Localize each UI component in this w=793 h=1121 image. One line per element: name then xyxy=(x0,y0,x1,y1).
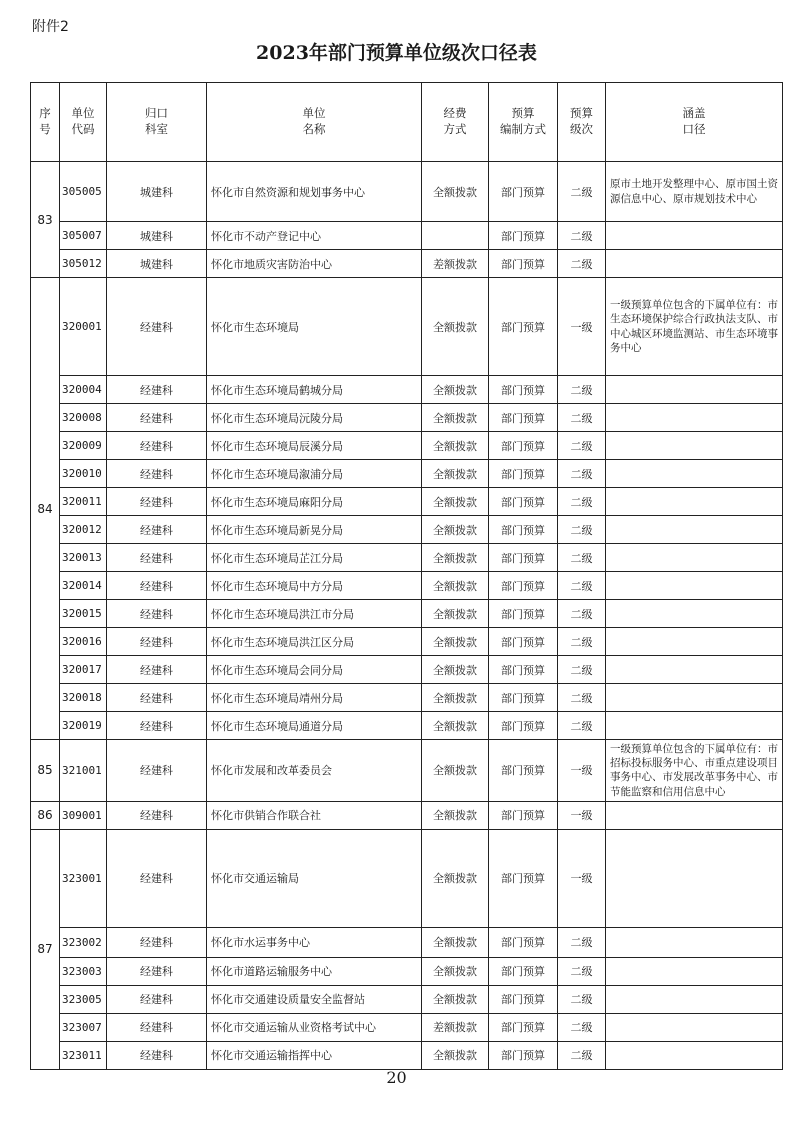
header-dept: 归口 科室 xyxy=(107,83,207,162)
attachment-label: 附件2 xyxy=(32,19,69,35)
code-cell: 305012 xyxy=(60,250,107,278)
method-cell: 部门预算 xyxy=(489,656,558,684)
code-cell: 320001 xyxy=(60,278,107,376)
scope-cell xyxy=(606,801,783,829)
table-row xyxy=(31,1041,783,1069)
method-cell: 部门预算 xyxy=(489,1013,558,1041)
table-row xyxy=(31,600,783,628)
scope-cell xyxy=(606,656,783,684)
scope-cell xyxy=(606,1041,783,1069)
code-cell: 320012 xyxy=(60,516,107,544)
method-cell: 部门预算 xyxy=(489,488,558,516)
table-row xyxy=(31,656,783,684)
scope-cell xyxy=(606,927,783,957)
level-cell: 二级 xyxy=(558,712,606,740)
dept-cell: 经建科 xyxy=(107,404,207,432)
funding-cell: 全额拨款 xyxy=(422,572,489,600)
table-row xyxy=(31,985,783,1013)
level-cell: 二级 xyxy=(558,1041,606,1069)
unit-name-cell: 怀化市交通建设质量安全监督站 xyxy=(207,985,422,1013)
header-seq: 序号 xyxy=(31,83,60,162)
level-cell: 二级 xyxy=(558,927,606,957)
funding-cell: 全额拨款 xyxy=(422,460,489,488)
dept-cell: 城建科 xyxy=(107,162,207,222)
unit-name-cell: 怀化市生态环境局洪江区分局 xyxy=(207,628,422,656)
level-cell: 二级 xyxy=(558,985,606,1013)
header-level: 预算 级次 xyxy=(558,83,606,162)
method-cell: 部门预算 xyxy=(489,1041,558,1069)
dept-cell: 经建科 xyxy=(107,927,207,957)
funding-cell: 全额拨款 xyxy=(422,404,489,432)
table-row xyxy=(31,740,783,802)
code-cell: 323003 xyxy=(60,957,107,985)
dept-cell: 经建科 xyxy=(107,985,207,1013)
scope-cell xyxy=(606,404,783,432)
scope-cell xyxy=(606,544,783,572)
unit-name-cell: 怀化市生态环境局会同分局 xyxy=(207,656,422,684)
unit-name-cell: 怀化市生态环境局麻阳分局 xyxy=(207,488,422,516)
unit-name-cell: 怀化市地质灾害防治中心 xyxy=(207,250,422,278)
code-cell: 305005 xyxy=(60,162,107,222)
dept-cell: 经建科 xyxy=(107,740,207,802)
funding-cell: 差额拨款 xyxy=(422,250,489,278)
scope-cell xyxy=(606,829,783,927)
code-cell: 320008 xyxy=(60,404,107,432)
page-number: 20 xyxy=(386,1068,407,1087)
scope-cell xyxy=(606,684,783,712)
funding-cell: 全额拨款 xyxy=(422,801,489,829)
level-cell: 二级 xyxy=(558,460,606,488)
funding-cell: 全额拨款 xyxy=(422,684,489,712)
method-cell: 部门预算 xyxy=(489,162,558,222)
table-row xyxy=(31,927,783,957)
method-cell: 部门预算 xyxy=(489,801,558,829)
code-cell: 320013 xyxy=(60,544,107,572)
funding-cell: 全额拨款 xyxy=(422,712,489,740)
level-cell: 二级 xyxy=(558,1013,606,1041)
scope-cell xyxy=(606,460,783,488)
unit-name-cell: 怀化市水运事务中心 xyxy=(207,927,422,957)
level-cell: 二级 xyxy=(558,162,606,222)
code-cell: 320014 xyxy=(60,572,107,600)
dept-cell: 经建科 xyxy=(107,1013,207,1041)
funding-cell: 全额拨款 xyxy=(422,600,489,628)
dept-cell: 经建科 xyxy=(107,957,207,985)
scope-cell xyxy=(606,222,783,250)
dept-cell: 经建科 xyxy=(107,656,207,684)
level-cell: 二级 xyxy=(558,544,606,572)
code-cell: 323002 xyxy=(60,927,107,957)
level-cell: 二级 xyxy=(558,684,606,712)
dept-cell: 经建科 xyxy=(107,628,207,656)
level-cell: 二级 xyxy=(558,656,606,684)
table-row xyxy=(31,222,783,250)
funding-cell: 全额拨款 xyxy=(422,278,489,376)
level-cell: 二级 xyxy=(558,488,606,516)
header-code: 单位 代码 xyxy=(60,83,107,162)
table-row xyxy=(31,278,783,376)
header-name: 单位 名称 xyxy=(207,83,422,162)
table-row xyxy=(31,829,783,927)
scope-cell xyxy=(606,376,783,404)
scope-cell xyxy=(606,957,783,985)
dept-cell: 经建科 xyxy=(107,600,207,628)
unit-name-cell: 怀化市发展和改革委员会 xyxy=(207,740,422,802)
table-header-row xyxy=(31,83,783,162)
header-scope: 涵盖 口径 xyxy=(606,83,783,162)
code-cell: 323001 xyxy=(60,829,107,927)
table-row xyxy=(31,1013,783,1041)
dept-cell: 经建科 xyxy=(107,376,207,404)
scope-cell xyxy=(606,250,783,278)
unit-name-cell: 怀化市生态环境局溆浦分局 xyxy=(207,460,422,488)
unit-name-cell: 怀化市交通运输从业资格考试中心 xyxy=(207,1013,422,1041)
level-cell: 二级 xyxy=(558,957,606,985)
table-row xyxy=(31,684,783,712)
dept-cell: 经建科 xyxy=(107,544,207,572)
funding-cell: 全额拨款 xyxy=(422,829,489,927)
dept-cell: 经建科 xyxy=(107,488,207,516)
table-row xyxy=(31,460,783,488)
table-row xyxy=(31,628,783,656)
level-cell: 二级 xyxy=(558,250,606,278)
unit-name-cell: 怀化市生态环境局沅陵分局 xyxy=(207,404,422,432)
funding-cell: 全额拨款 xyxy=(422,162,489,222)
code-cell: 309001 xyxy=(60,801,107,829)
funding-cell: 全额拨款 xyxy=(422,957,489,985)
dept-cell: 城建科 xyxy=(107,222,207,250)
level-cell: 二级 xyxy=(558,628,606,656)
code-cell: 321001 xyxy=(60,740,107,802)
dept-cell: 经建科 xyxy=(107,1041,207,1069)
method-cell: 部门预算 xyxy=(489,957,558,985)
header-method: 预算 编制方式 xyxy=(489,83,558,162)
unit-name-cell: 怀化市生态环境局新晃分局 xyxy=(207,516,422,544)
unit-name-cell: 怀化市自然资源和规划事务中心 xyxy=(207,162,422,222)
level-cell: 一级 xyxy=(558,740,606,802)
funding-cell: 全额拨款 xyxy=(422,656,489,684)
scope-cell xyxy=(606,432,783,460)
table-row xyxy=(31,516,783,544)
dept-cell: 经建科 xyxy=(107,460,207,488)
method-cell: 部门预算 xyxy=(489,985,558,1013)
method-cell: 部门预算 xyxy=(489,432,558,460)
method-cell: 部门预算 xyxy=(489,404,558,432)
budget-level-table xyxy=(30,82,783,1070)
method-cell: 部门预算 xyxy=(489,250,558,278)
scope-cell xyxy=(606,516,783,544)
method-cell: 部门预算 xyxy=(489,628,558,656)
scope-cell xyxy=(606,488,783,516)
method-cell: 部门预算 xyxy=(489,712,558,740)
table-row xyxy=(31,250,783,278)
seq-cell: 87 xyxy=(31,829,60,1069)
method-cell: 部门预算 xyxy=(489,684,558,712)
table-row xyxy=(31,432,783,460)
scope-cell: 一级预算单位包含的下属单位有：市生态环境保护综合行政执法支队、市中心城区环境监测站、市生态环境事务中心 xyxy=(606,278,783,376)
method-cell: 部门预算 xyxy=(489,222,558,250)
code-cell: 320011 xyxy=(60,488,107,516)
seq-cell: 86 xyxy=(31,801,60,829)
dept-cell: 经建科 xyxy=(107,278,207,376)
funding-cell: 全额拨款 xyxy=(422,927,489,957)
funding-cell: 全额拨款 xyxy=(422,628,489,656)
scope-cell xyxy=(606,1013,783,1041)
level-cell: 一级 xyxy=(558,278,606,376)
seq-cell: 84 xyxy=(31,278,60,740)
dept-cell: 经建科 xyxy=(107,516,207,544)
level-cell: 二级 xyxy=(558,516,606,544)
dept-cell: 经建科 xyxy=(107,712,207,740)
unit-name-cell: 怀化市生态环境局鹤城分局 xyxy=(207,376,422,404)
funding-cell: 全额拨款 xyxy=(422,488,489,516)
scope-cell xyxy=(606,985,783,1013)
code-cell: 320019 xyxy=(60,712,107,740)
code-cell: 323007 xyxy=(60,1013,107,1041)
seq-cell: 85 xyxy=(31,740,60,802)
unit-name-cell: 怀化市供销合作联合社 xyxy=(207,801,422,829)
header-funding: 经费 方式 xyxy=(422,83,489,162)
code-cell: 320010 xyxy=(60,460,107,488)
scope-cell: 一级预算单位包含的下属单位有：市招标投标服务中心、市重点建设项目事务中心、市发展改革事务中心、市节能监察和信用信息中心 xyxy=(606,740,783,802)
unit-name-cell: 怀化市道路运输服务中心 xyxy=(207,957,422,985)
funding-cell: 差额拨款 xyxy=(422,1013,489,1041)
level-cell: 二级 xyxy=(558,600,606,628)
table-row xyxy=(31,376,783,404)
table-row xyxy=(31,801,783,829)
method-cell: 部门预算 xyxy=(489,460,558,488)
method-cell: 部门预算 xyxy=(489,927,558,957)
dept-cell: 城建科 xyxy=(107,250,207,278)
funding-cell: 全额拨款 xyxy=(422,985,489,1013)
method-cell: 部门预算 xyxy=(489,544,558,572)
code-cell: 320015 xyxy=(60,600,107,628)
table-row xyxy=(31,488,783,516)
dept-cell: 经建科 xyxy=(107,432,207,460)
level-cell: 二级 xyxy=(558,404,606,432)
dept-cell: 经建科 xyxy=(107,572,207,600)
unit-name-cell: 怀化市生态环境局洪江市分局 xyxy=(207,600,422,628)
table-row xyxy=(31,572,783,600)
unit-name-cell: 怀化市交通运输局 xyxy=(207,829,422,927)
code-cell: 323005 xyxy=(60,985,107,1013)
method-cell: 部门预算 xyxy=(489,829,558,927)
level-cell: 二级 xyxy=(558,432,606,460)
scope-cell: 原市土地开发整理中心、原市国土资源信息中心、原市规划技术中心 xyxy=(606,162,783,222)
method-cell: 部门预算 xyxy=(489,600,558,628)
table-row xyxy=(31,957,783,985)
dept-cell: 经建科 xyxy=(107,684,207,712)
scope-cell xyxy=(606,572,783,600)
scope-cell xyxy=(606,628,783,656)
level-cell: 一级 xyxy=(558,801,606,829)
code-cell: 320018 xyxy=(60,684,107,712)
funding-cell: 全额拨款 xyxy=(422,1041,489,1069)
funding-cell: 全额拨款 xyxy=(422,432,489,460)
method-cell: 部门预算 xyxy=(489,376,558,404)
document-title: 2023年部门预算单位级次口径表 xyxy=(256,42,537,64)
dept-cell: 经建科 xyxy=(107,829,207,927)
funding-cell: 全额拨款 xyxy=(422,516,489,544)
seq-cell: 83 xyxy=(31,162,60,278)
unit-name-cell: 怀化市生态环境局辰溪分局 xyxy=(207,432,422,460)
level-cell: 二级 xyxy=(558,222,606,250)
code-cell: 320017 xyxy=(60,656,107,684)
level-cell: 一级 xyxy=(558,829,606,927)
funding-cell: 全额拨款 xyxy=(422,376,489,404)
unit-name-cell: 怀化市生态环境局 xyxy=(207,278,422,376)
unit-name-cell: 怀化市生态环境局靖州分局 xyxy=(207,684,422,712)
unit-name-cell: 怀化市交通运输指挥中心 xyxy=(207,1041,422,1069)
unit-name-cell: 怀化市不动产登记中心 xyxy=(207,222,422,250)
scope-cell xyxy=(606,712,783,740)
table-row xyxy=(31,712,783,740)
scope-cell xyxy=(606,600,783,628)
table-row xyxy=(31,404,783,432)
unit-name-cell: 怀化市生态环境局中方分局 xyxy=(207,572,422,600)
funding-cell: 全额拨款 xyxy=(422,544,489,572)
unit-name-cell: 怀化市生态环境局通道分局 xyxy=(207,712,422,740)
table-row xyxy=(31,544,783,572)
code-cell: 323011 xyxy=(60,1041,107,1069)
code-cell: 320016 xyxy=(60,628,107,656)
code-cell: 320004 xyxy=(60,376,107,404)
method-cell: 部门预算 xyxy=(489,516,558,544)
funding-cell xyxy=(422,222,489,250)
code-cell: 320009 xyxy=(60,432,107,460)
method-cell: 部门预算 xyxy=(489,278,558,376)
table-row xyxy=(31,162,783,222)
level-cell: 二级 xyxy=(558,572,606,600)
funding-cell: 全额拨款 xyxy=(422,740,489,802)
dept-cell: 经建科 xyxy=(107,801,207,829)
method-cell: 部门预算 xyxy=(489,572,558,600)
method-cell: 部门预算 xyxy=(489,740,558,802)
code-cell: 305007 xyxy=(60,222,107,250)
level-cell: 二级 xyxy=(558,376,606,404)
unit-name-cell: 怀化市生态环境局芷江分局 xyxy=(207,544,422,572)
